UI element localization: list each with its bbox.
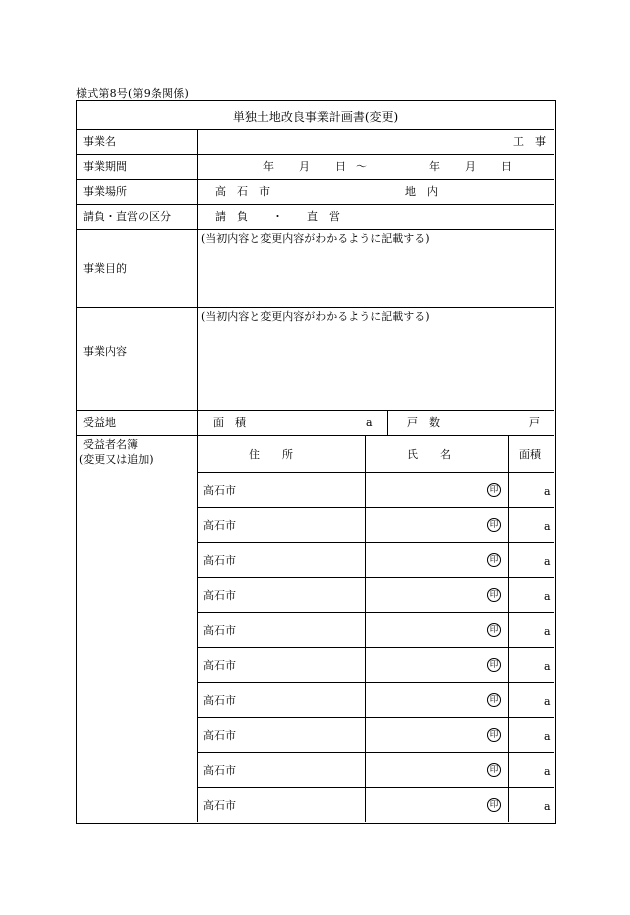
content-label: 事業内容 [83, 345, 127, 358]
period-month-end: 月 [465, 160, 476, 173]
row-area-unit: a [544, 625, 551, 638]
project-plan-form [76, 100, 556, 824]
seal-icon: 印 [487, 588, 501, 602]
beneficiaries-sublabel: (変更又は追加) [79, 453, 154, 466]
period-day-start: 日 [335, 160, 346, 173]
area-header: 面積 [519, 448, 541, 461]
project-place-city: 高 石 市 [215, 185, 270, 198]
divider [197, 542, 554, 543]
row-area-unit: a [544, 590, 551, 603]
divider [197, 612, 554, 613]
seal-icon: 印 [487, 798, 501, 812]
period-year-end: 年 [429, 160, 440, 173]
row-address: 高石市 [203, 799, 236, 812]
seal-icon: 印 [487, 728, 501, 742]
row-area-unit: a [544, 800, 551, 813]
divider [508, 435, 509, 822]
row-address: 高石市 [203, 519, 236, 532]
divider [197, 682, 554, 683]
row-address: 高石市 [203, 659, 236, 672]
form-title: 単独土地改良事業計画書(変更) [232, 110, 399, 124]
beneficiaries-label: 受益者名簿 [83, 438, 138, 451]
row-area-unit: a [544, 765, 551, 778]
households-unit: 戸 [529, 416, 540, 429]
divider [197, 752, 554, 753]
row-address: 高石市 [203, 729, 236, 742]
direct-option: 直 営 [307, 210, 340, 223]
row-area-unit: a [544, 555, 551, 568]
divider [197, 577, 554, 578]
period-tilde: ～ [356, 160, 367, 173]
divider [77, 204, 554, 205]
period-month-start: 月 [299, 160, 310, 173]
seal-icon: 印 [487, 658, 501, 672]
seal-icon: 印 [487, 693, 501, 707]
seal-icon: 印 [487, 518, 501, 532]
row-address: 高石市 [203, 589, 236, 602]
seal-icon: 印 [487, 483, 501, 497]
project-name-suffix: 工 事 [513, 135, 546, 148]
row-area-unit: a [544, 520, 551, 533]
row-address: 高石市 [203, 554, 236, 567]
form-number-label: 様式第8号(第9条関係) [76, 87, 189, 100]
address-header: 住 所 [249, 448, 293, 461]
area-label: 面 積 [213, 416, 246, 429]
row-address: 高石市 [203, 694, 236, 707]
period-day-end: 日 [501, 160, 512, 173]
divider [77, 154, 554, 155]
project-period-label: 事業期間 [83, 160, 127, 173]
content-note: (当初内容と変更内容がわかるように記載する) [201, 310, 430, 323]
purpose-label: 事業目的 [83, 262, 127, 275]
divider [77, 229, 554, 230]
purpose-note: (当初内容と変更内容がわかるように記載する) [201, 232, 430, 245]
project-name-label: 事業名 [83, 135, 116, 148]
divider [77, 129, 554, 130]
seal-icon: 印 [487, 763, 501, 777]
row-address: 高石市 [203, 764, 236, 777]
divider [387, 410, 388, 435]
divider [197, 507, 554, 508]
divider [77, 435, 554, 436]
row-area-unit: a [544, 695, 551, 708]
households-label: 戸 数 [407, 416, 440, 429]
row-address: 高石市 [203, 484, 236, 497]
row-area-unit: a [544, 485, 551, 498]
divider [197, 129, 198, 822]
divider [197, 647, 554, 648]
project-place-label: 事業場所 [83, 185, 127, 198]
row-address: 高石市 [203, 624, 236, 637]
project-place-suffix: 地 内 [405, 185, 438, 198]
divider [77, 179, 554, 180]
contract-option: 請 負 [215, 210, 248, 223]
contract-type-label: 請負・直営の区分 [83, 210, 171, 223]
benefit-land-label: 受益地 [83, 416, 116, 429]
contract-separator: ・ [272, 210, 283, 223]
row-area-unit: a [544, 660, 551, 673]
seal-icon: 印 [487, 553, 501, 567]
divider [197, 787, 554, 788]
divider [77, 307, 554, 308]
divider [197, 717, 554, 718]
period-year-start: 年 [263, 160, 274, 173]
divider [365, 435, 366, 822]
divider [77, 410, 554, 411]
area-unit: a [366, 416, 373, 429]
name-header: 氏 名 [407, 448, 451, 461]
row-area-unit: a [544, 730, 551, 743]
divider [197, 472, 554, 473]
seal-icon: 印 [487, 623, 501, 637]
